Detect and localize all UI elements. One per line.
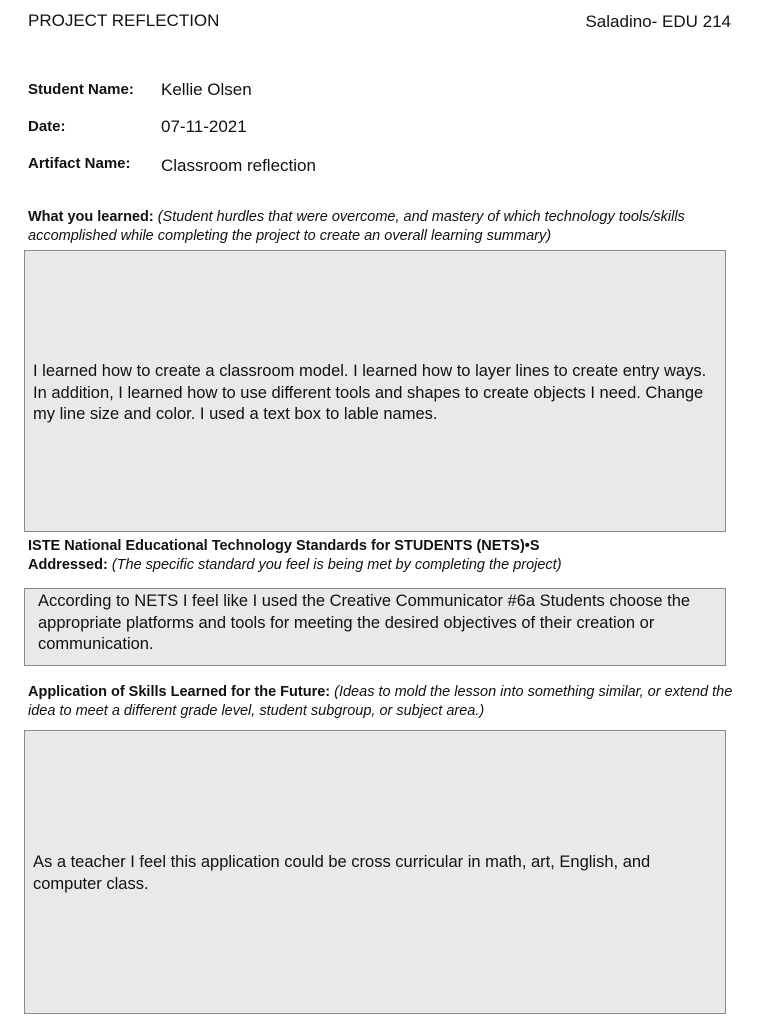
- future-heading-instruction: (Ideas to mold the lesson into something similar, or extend the idea to meet a different grade level, student subgroup, or subject area.): [28, 684, 733, 719]
- artifact-name-value: Classroom reflection: [161, 156, 316, 175]
- document-title: PROJECT REFLECTION: [28, 11, 220, 30]
- learned-answer-text: I learned how to create a classroom model. I learned how to layer lines to create entry ways. In addition, I learned how to use different tools and shapes to create objects I need. Change my line size and color. I used a text box to lable names.: [33, 362, 707, 423]
- date-label: Date:: [28, 118, 66, 135]
- future-heading-title: Application of Skills Learned for the Future:: [28, 684, 331, 700]
- learned-answer-box[interactable]: [24, 250, 726, 532]
- future-answer-box[interactable]: [24, 730, 726, 1014]
- nets-heading-line2: Addressed:: [28, 557, 108, 573]
- date-value: 07-11-2021: [161, 117, 247, 136]
- student-name-label: Student Name:: [28, 81, 134, 98]
- nets-heading-instruction: (The specific standard you feel is being met by completing the project): [111, 557, 562, 573]
- learned-heading-title: What you learned:: [28, 209, 154, 225]
- future-answer-text: As a teacher I feel this application could be cross curricular in math, art, English, and computer class.: [33, 853, 651, 893]
- nets-answer-box[interactable]: [24, 588, 726, 666]
- course-label: Saladino- EDU 214: [585, 12, 731, 31]
- future-heading: [28, 683, 740, 721]
- artifact-name-label: Artifact Name:: [28, 155, 131, 172]
- learned-heading-instruction: (Student hurdles that were overcome, and mastery of which technology tools/skills accomplished while completing the project to create an overall learning summary): [28, 209, 685, 244]
- nets-heading: [28, 537, 740, 575]
- nets-answer-text: According to NETS I feel like I used the Creative Communicator #6a Students choose the appropriate platforms and tools for meeting the desired objectives of their creation or communication.: [38, 592, 691, 653]
- learned-heading: [28, 208, 740, 246]
- student-name-value: Kellie Olsen: [161, 80, 252, 99]
- nets-heading-line1: ISTE National Educational Technology Standards for STUDENTS (NETS)•S: [28, 538, 540, 554]
